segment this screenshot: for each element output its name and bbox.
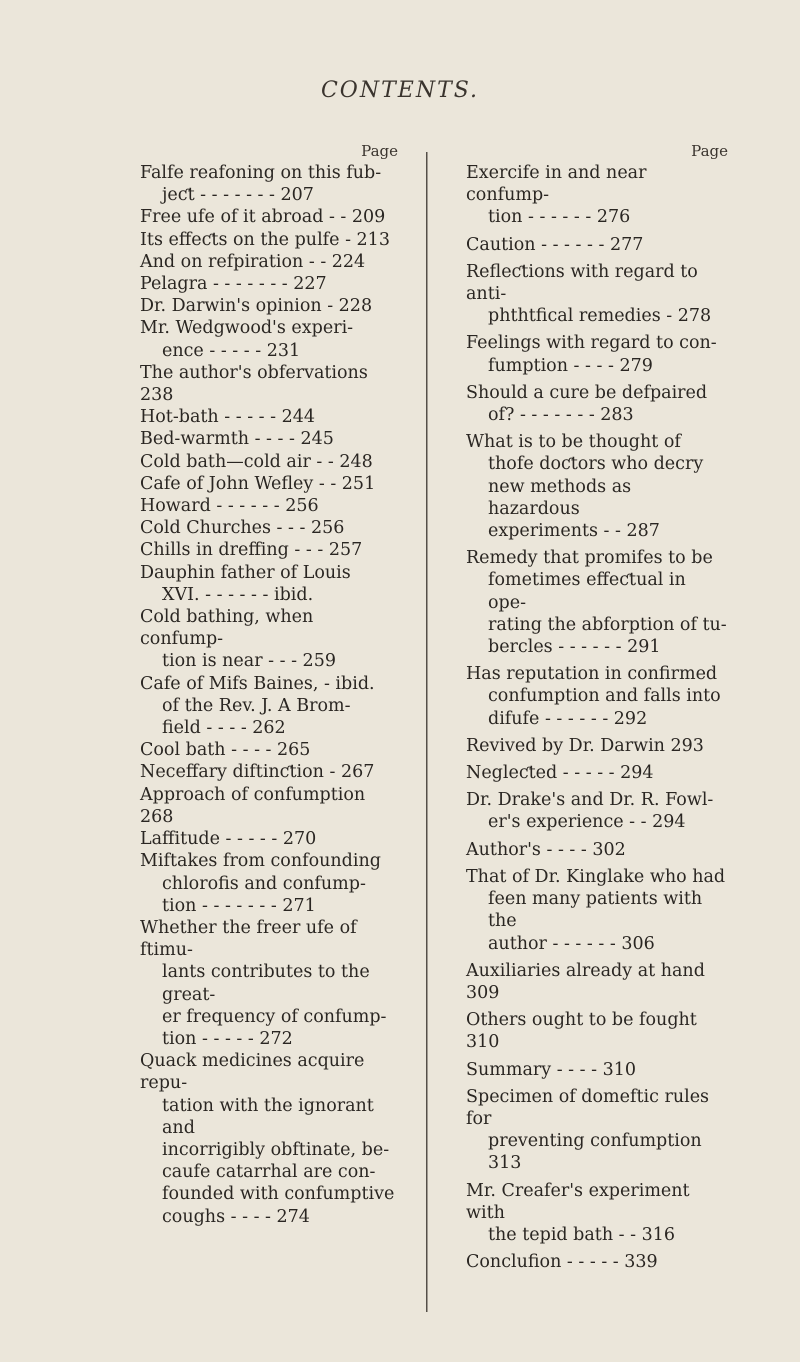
contents-entry (140, 206, 398, 228)
entry-line: Cafe of Mifs Baines, - ibid. (140, 673, 375, 694)
entry-line: Author's - - - - 302 (466, 839, 626, 860)
contents-entry (140, 850, 398, 917)
contents-entry (140, 428, 398, 450)
contents-entry (466, 960, 728, 1004)
entry-line: Pelagra - - - - - - - 227 (140, 274, 327, 295)
entry-line: Neceffary diftinƈtion - 267 (140, 762, 375, 783)
entry-line: Cold bath—cold air - - 248 (140, 451, 373, 472)
entry-line: Negleƈted - - - - - 294 (466, 763, 654, 784)
entry-line: Caution - - - - - - 277 (466, 234, 644, 255)
entry-line: Exercife in and near confump- (466, 163, 647, 206)
entry-line: Conclufion - - - - - 339 (466, 1252, 658, 1273)
entry-line: Laffitude - - - - - 270 (140, 829, 317, 850)
entry-line: Specimen of domeftic rules for (466, 1086, 710, 1129)
contents-entry (140, 273, 398, 295)
entry-line: incorrigibly obftinate, be- (162, 1139, 390, 1160)
contents-list-right (466, 162, 728, 1273)
column-divider (426, 152, 428, 1312)
entry-line: Hot-bath - - - - - 244 (140, 407, 316, 428)
entry-line: Quack medicines acquire repu- (140, 1051, 365, 1094)
contents-entry (140, 539, 398, 561)
entry-line: Whether the freer ufe of ftimu- (140, 917, 357, 961)
page-column-label: Page (691, 142, 728, 160)
entry-line: Mr. Wedgwood's experi- (140, 318, 354, 339)
contents-entry (140, 317, 398, 361)
entry-line: Its effeƈts on the pulfe - 213 (140, 229, 390, 250)
entry-line: Revived by Dr. Darwin 293 (466, 735, 704, 756)
entry-line: rating the abforption of tu- (488, 614, 727, 635)
entry-line: What is to be thought of (466, 432, 681, 453)
entry-line: er's experience - - 294 (488, 812, 686, 833)
entry-line: Cool bath - - - - 265 (140, 740, 311, 761)
contents-entry (140, 473, 398, 495)
contents-entry (140, 606, 398, 673)
entry-line: Cold bathing, when confump- (140, 607, 314, 650)
contents-entry (466, 1180, 728, 1247)
entry-line: And on refpiration - - 224 (140, 251, 366, 272)
entry-line: Has reputation in confirmed (466, 664, 718, 685)
entry-line: Cafe of John Wefley - - 251 (140, 473, 376, 494)
entry-line: XVI. - - - - - - ibid. (162, 584, 314, 605)
contents-entry (140, 761, 398, 783)
contents-entry (140, 451, 398, 473)
entry-line: ence - - - - - 231 (162, 340, 301, 361)
entry-line: Summary - - - - 310 (466, 1059, 637, 1080)
entry-line: Cold Churches - - - 256 (140, 518, 345, 539)
entry-line: The author's obfervations 238 (140, 362, 368, 406)
contents-entry (140, 1050, 398, 1228)
page-column-label: Page (361, 142, 398, 160)
entry-line: Chills in dreffing - - - 257 (140, 540, 363, 561)
contents-entry (466, 234, 728, 256)
entry-line: Bed-warmth - - - - 245 (140, 429, 334, 450)
entry-line: difufe - - - - - - 292 (488, 708, 648, 729)
entry-line: Dr. Darwin's opinion - 228 (140, 296, 373, 317)
contents-entry (466, 762, 728, 784)
contents-entry (466, 789, 728, 833)
entry-line: Falfe reafoning on this fub- (140, 163, 382, 183)
entry-line: Should a cure be defpaired (466, 382, 708, 403)
entry-line: bercles - - - - - - 291 (488, 637, 661, 658)
contents-entry (140, 562, 398, 606)
entry-line: Remedy that promifes to be (466, 548, 713, 569)
entry-line: Howard - - - - - - 256 (140, 496, 319, 517)
contents-entry (466, 1059, 728, 1081)
entry-line: Free ufe of it abroad - - 209 (140, 207, 386, 228)
entry-line: feen many patients with the (488, 889, 703, 932)
contents-entry (140, 784, 398, 828)
entry-line: of the Rev. J. A Brom- (162, 695, 351, 716)
contents-entry (140, 162, 398, 206)
entry-line: fumption - - - - 279 (488, 355, 653, 376)
entry-line: tation with the ignorant and (162, 1095, 374, 1138)
contents-entry (140, 251, 398, 273)
entry-line: phthtfical remedies - 278 (488, 306, 712, 327)
entry-line: That of Dr. Kinglake who had (466, 866, 726, 887)
contents-entry (140, 739, 398, 761)
contents-column-right (466, 142, 728, 1278)
contents-entry (466, 1251, 728, 1273)
entry-line: thofe doƈtors who decry (488, 454, 704, 475)
entry-line: Dauphin father of Louis (140, 562, 351, 583)
entry-line: the tepid bath - - 316 (488, 1224, 676, 1245)
contents-entry (466, 1086, 728, 1175)
contents-entry (466, 431, 728, 542)
entry-line: caufe catarrhal are con- (162, 1162, 376, 1183)
entry-line: experiments - - 287 (488, 521, 660, 542)
entry-line: Miftakes from confounding (140, 851, 381, 872)
entry-line: founded with confumptive (162, 1184, 395, 1205)
entry-line: Feelings with regard to con- (466, 333, 717, 354)
contents-column-left (140, 142, 398, 1228)
contents-entry (466, 663, 728, 730)
contents-entry (140, 828, 398, 850)
contents-entry (466, 261, 728, 328)
entry-line: fometimes effeƈtual in ope- (488, 570, 686, 613)
entry-line: jeƈt - - - - - - - 207 (162, 185, 314, 206)
contents-entry (466, 547, 728, 658)
entry-line: chlorofis and confump- (162, 873, 366, 894)
entry-line: author - - - - - - 306 (488, 933, 655, 954)
entry-line: Dr. Drake's and Dr. R. Fowl- (466, 790, 714, 811)
entry-line: er frequency of confump- (162, 1006, 387, 1027)
entry-line: tion is near - - - 259 (162, 651, 336, 672)
entry-line: Auxiliaries already at hand 309 (466, 960, 705, 1003)
entry-line: tion - - - - - - 276 (488, 207, 631, 228)
contents-entry (466, 839, 728, 861)
entry-line: Mr. Creafer's experiment with (466, 1180, 690, 1223)
entry-line: confumption and falls into (488, 686, 721, 707)
contents-entry (140, 673, 398, 740)
contents-entry (140, 295, 398, 317)
contents-entry (140, 362, 398, 406)
contents-entry (466, 162, 728, 229)
entry-line: tion - - - - - - - 271 (162, 895, 316, 916)
entry-line: new methods as hazardous (488, 476, 632, 519)
contents-entry (140, 917, 398, 1050)
entry-line: coughs - - - - 274 (162, 1206, 310, 1227)
contents-entry (466, 866, 728, 955)
entry-line: field - - - - 262 (162, 718, 286, 739)
entry-line: of? - - - - - - - 283 (488, 405, 634, 426)
contents-entry (466, 1009, 728, 1053)
entry-line: lants contributes to the great- (162, 962, 370, 1005)
contents-entry (466, 332, 728, 376)
page-title: CONTENTS. (320, 78, 480, 103)
entry-line: Approach of confumption 268 (140, 784, 366, 827)
entry-line: tion - - - - - 272 (162, 1028, 293, 1049)
contents-list-left (140, 162, 398, 1228)
contents-entry (140, 517, 398, 539)
contents-entry (140, 406, 398, 428)
entry-line: Others ought to be fought 310 (466, 1010, 697, 1053)
contents-entry (466, 735, 728, 757)
contents-entry (466, 382, 728, 426)
contents-entry (140, 229, 398, 251)
entry-line: Refleƈtions with regard to anti- (466, 261, 698, 305)
entry-line: preventing confumption 313 (488, 1131, 702, 1174)
contents-entry (140, 495, 398, 517)
